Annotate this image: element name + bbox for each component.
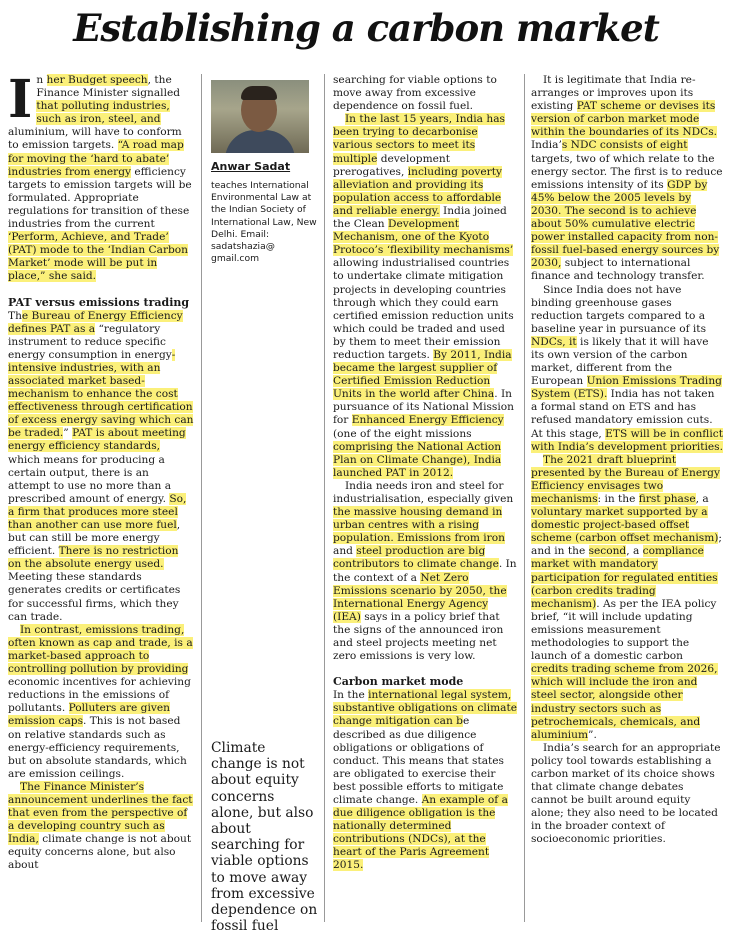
text-run: allowing industrialised countries to undertake climate mitigation projects in developing countries through which they could earn certified emission reduction units which could be traded and used by them to meet their emission reduction targets.: [333, 257, 514, 361]
text-run: says in a policy brief that the signs of the announced iron and steel projects meeting net zero emissions is very low.: [333, 610, 504, 663]
highlighted-text: -intensive industries, with an associated market based-mechanism to enhance the cost effectiveness through certification of excess energy saving which can be traded.: [8, 348, 194, 440]
article-column-1: [8, 69, 194, 873]
text-run: Meeting these standards generates credits or certificates for successful firms, which they can trade.: [8, 571, 181, 623]
text-run: economic incentives for achieving reductions in the emissions of pollutants.: [8, 676, 191, 715]
highlighted-text: NDCs, it: [531, 335, 577, 348]
drop-cap: I: [8, 69, 33, 130]
highlighted-text: s NDC consists of eight: [561, 139, 688, 152]
author-name: Anwar Sadat: [211, 160, 291, 173]
text-run: , a: [695, 493, 709, 505]
column-divider: [324, 74, 325, 922]
highlighted-text: The 2021 draft blueprint presented by the Bureau of Energy Efficiency envisages two mechanisms: [531, 453, 720, 505]
text-run: searching for viable options to move away from excessive dependence on fossil fuel.: [333, 74, 497, 113]
text-run: : in the: [597, 493, 639, 505]
highlighted-text: Union Emissions Trading System (ETS).: [531, 375, 722, 401]
text-run: development prerogatives,: [333, 152, 450, 178]
highlighted-text: credits trading scheme from 2026, which will include the iron and steel sector, alongside other industry sectors such as petrochemicals, chemicals, and aluminium: [531, 663, 718, 741]
highlighted-text: Development Mechanism, one of the Kyoto Protoco’s ‘flexibility mechanisms’: [333, 218, 514, 257]
highlighted-text: “A road map for moving the ‘hard to abate’ industries from energy: [8, 139, 184, 178]
highlighted-text: The Finance Minister’s announcement underlines the fact that even from the perspective of a developing country such as India,: [8, 780, 193, 846]
paragraph: [333, 480, 517, 663]
highlighted-text: In the last 15 years, India has been trying to decarbonise various sectors to meet its multiple: [333, 113, 505, 165]
section-heading-pat: PAT versus emissions trading: [8, 295, 190, 309]
text-run: , the Finance Minister signalled: [36, 74, 181, 100]
highlighted-text: her Budget speech: [46, 74, 148, 86]
paragraph: [333, 74, 517, 113]
highlighted-text: GDP by 45% below the 2005 levels by 2030. The second is to achieve about 50% cumulative electric power installed capacity from non-fossil fuel-based energy sources by 2030,: [531, 178, 720, 270]
highlighted-text: ETS will be in conflict with India’s development priorities.: [531, 427, 723, 453]
text-run: In the: [333, 689, 369, 702]
text-run: India needs iron and steel for industrialisation, especially given: [333, 479, 514, 505]
paragraph: [333, 689, 517, 872]
text-run: efficiency targets to emission targets will be formulated. Appropriate regulations for transition of these industries from the current: [8, 165, 192, 231]
highlighted-text: Enhanced Energy Efficiency: [351, 414, 504, 427]
highlighted-text: Polluters are given emission caps: [8, 702, 170, 728]
text-run: subject to international finance and technology transfer.: [531, 257, 705, 283]
text-run: ”.: [588, 728, 597, 741]
text-run: India joined the Clean: [333, 204, 507, 231]
text-run: Since India does not have binding greenhouse gases reduction targets compared to a baseline year in pursuance of its: [531, 283, 707, 335]
text-run: . In pursuance of its National Mission for: [333, 388, 514, 427]
highlighted-text: including poverty alleviation and providing its population access to affordable and reliable energy.: [333, 165, 502, 217]
text-run: which means for producing a certain output, there is an attempt to use no more than a prescribed amount of energy.: [8, 453, 172, 505]
highlighted-text: that polluting industries, such as iron, steel, and: [36, 100, 170, 126]
paragraph: [531, 742, 723, 847]
highlighted-text: e Bureau of Energy Efficiency defines PAT as a: [8, 309, 183, 335]
text-run: ; and in the: [531, 532, 722, 558]
text-run: n: [36, 74, 47, 86]
author-bio: teaches International Environmental Law at the Indian Society of International Law, New Delhi. Email: sadatshazia@ gmail.com: [211, 180, 317, 265]
highlighted-text: international legal system, substantive obligations on climate change mitigation can b: [333, 689, 517, 728]
text-run: India’: [531, 139, 562, 152]
text-run: India’s search for an appropriate policy tool towards establishing a carbon market of its choice shows that climate change debates cannot be built around equity alone; they also need to be located in the broader context of socioeconomic priorities.: [531, 741, 721, 846]
text-run: ”: [63, 427, 73, 440]
highlighted-text: By 2011, India became the largest supplier of Certified Emission Reduction Units in the world after China: [333, 348, 512, 401]
text-run: e described as due diligence obligations or obligations of conduct. This means that states are obligated to exercise their best possible efforts to mitigate climate change.: [333, 715, 504, 806]
highlighted-text: first phase: [638, 493, 696, 505]
paragraph: [8, 69, 194, 284]
paragraph: [8, 624, 194, 781]
text-run: climate change is not about equity concerns alone, but also about: [8, 833, 192, 872]
text-run: , a: [626, 545, 643, 558]
text-run: . This is not based on relative standards such as energy-efficiency requirements, but on absolute standards, which are emission ceilings.: [8, 715, 187, 780]
highlighted-text: Net Zero Emissions scenario by 2050, the International Energy Agency (IEA): [333, 571, 507, 623]
highlighted-text: There is no restriction on the absolute energy used.: [8, 545, 179, 571]
text-run: Th: [8, 309, 22, 322]
highlighted-text: steel production are big contributors to climate change: [333, 545, 499, 571]
headline: Establishing a carbon market: [73, 6, 659, 50]
text-run: . In the context of a: [333, 558, 517, 584]
paragraph: [333, 113, 517, 480]
paragraph: [531, 454, 723, 742]
highlighted-text: second: [588, 545, 627, 558]
text-run: aluminium, will have to conform to emission targets.: [8, 126, 182, 152]
text-run: India has not taken a formal stand on ETS and has refused mandatory emission cuts. At this stage,: [531, 388, 715, 440]
highlighted-text: An example of a due diligence obligation is the nationally determined contributions (NDCs), at the heart of the Paris Agreement 2015.: [333, 793, 508, 872]
article-column-2: [333, 74, 517, 873]
text-run: targets, two of which relate to the energy sector. The first is to reduce emissions intensity of its: [531, 152, 723, 191]
section-heading-market: Carbon market mode: [333, 675, 464, 689]
article-column-3: [531, 74, 723, 847]
text-run: (one of the eight missions: [333, 427, 472, 440]
author-photo: [211, 80, 309, 153]
highlighted-text: voluntary market supported by a domestic project-based offset scheme (carbon offset mechanism): [531, 506, 719, 545]
paragraph: [8, 310, 194, 624]
paragraph: [531, 284, 723, 454]
highlighted-text: ‘Perform, Achieve, and Trade’ (PAT) mode to the ‘Indian Carbon Market’ mode will be put in place,” she said.: [8, 231, 189, 283]
text-run: is likely that it will have its own version of the carbon market, different from the European: [531, 335, 709, 388]
paragraph: [531, 74, 723, 284]
highlighted-text: So, a firm that produces more steel than another can use more fuel: [8, 492, 187, 531]
text-run: and: [333, 545, 357, 558]
highlighted-text: the massive housing demand in urban centres with a rising population. Emissions from iron: [333, 506, 505, 545]
pull-quote: Climate change is not about equity concerns alone, but also about searching for viable options to move away from excessive dependence on fossil fuel: [211, 740, 318, 934]
column-divider: [524, 74, 525, 922]
highlighted-text: comprising the National Action Plan on Climate Change), India launched PAT in 2012.: [333, 440, 502, 479]
highlighted-text: compliance market with mandatory participation for regulated entities (carbon credits trading mechanism): [531, 545, 718, 610]
highlighted-text: PAT is about meeting energy efficiency standards,: [8, 427, 186, 453]
column-divider: [201, 74, 202, 922]
paragraph: [8, 781, 194, 873]
text-run: , but can still be more energy efficient.: [8, 519, 181, 558]
text-run: It is legitimate that India re-arranges or improves upon its existing: [531, 74, 696, 113]
text-run: . As per the IEA policy brief, “it will include updating emissions measurement methodologies to support the launch of a domestic carbon: [531, 597, 717, 663]
text-run: “regulatory instrument to reduce specific energy consumption in energy: [8, 322, 172, 361]
highlighted-text: PAT scheme or devises its version of carbon market mode within the boundaries of its NDCs.: [531, 100, 718, 139]
highlighted-text: In contrast, emissions trading, often known as cap and trade, is a market-based approach to controlling pollution by providing: [8, 623, 193, 676]
